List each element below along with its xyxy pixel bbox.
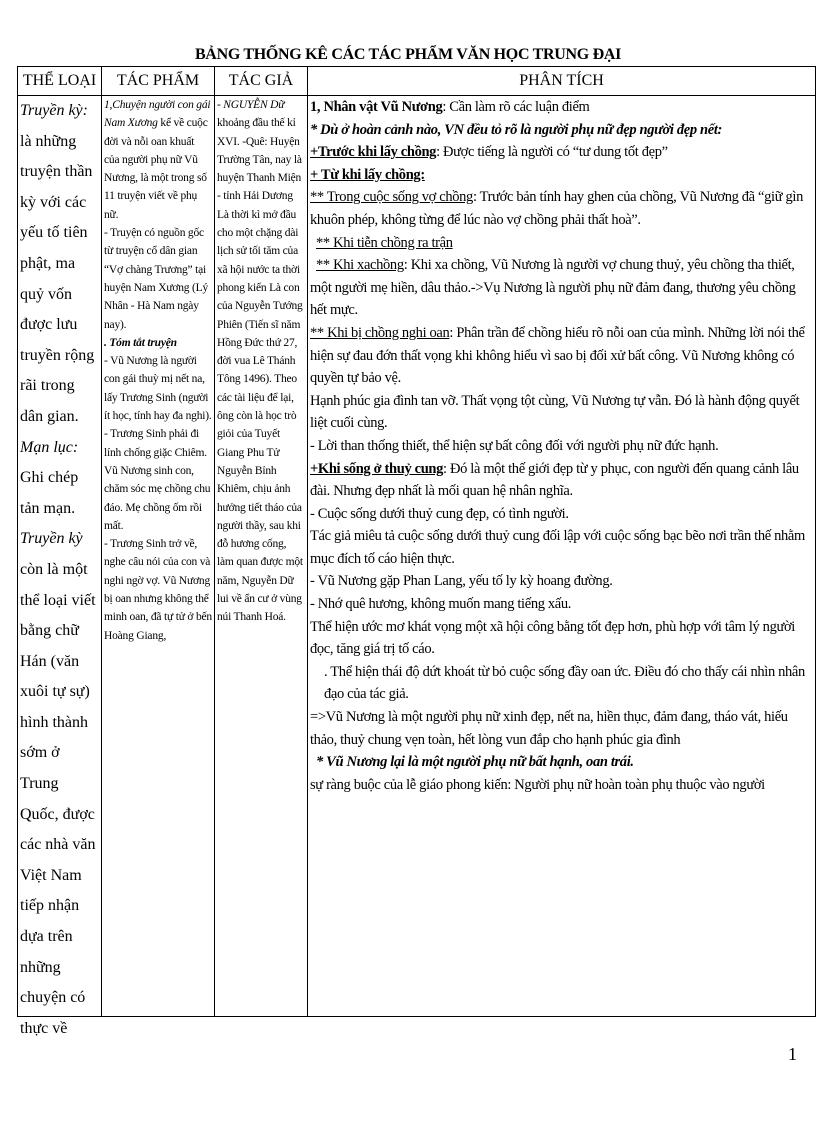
analysis-text: - Lời than thống thiết, thể hiện sự bất công đối với người phụ nữ đức hạnh. bbox=[310, 437, 719, 454]
analysis-cell bbox=[308, 96, 816, 1017]
analysis-subpoint-text: : Khi xa chồng, Vũ Nương là người vợ chung thuỷ, yêu chồng tha thiết, một người mẹ hiền, dâu thảo.->Vụ Nương là người phụ nữ đảm đang, thương yêu chồng hết mực. bbox=[310, 257, 796, 319]
literature-table bbox=[17, 66, 816, 1037]
work-origin: - Truyện có nguồn gốc từ truyện cổ dân gian “Vợ chàng Trương” tại huyện Nam Xương (Lý Nhân - Hà Nam ngày nay). bbox=[104, 227, 209, 331]
header-genre: THỂ LOẠI bbox=[18, 67, 102, 96]
table-header-row bbox=[18, 67, 816, 96]
analysis-text: Tác giả miêu tả cuộc sống dưới thuỷ cung đối lập với cuộc sống bạc bẽo nơi trần thế nhằm mục đích tố cáo hiện thực. bbox=[310, 528, 805, 567]
analysis-point-text: : Được tiếng là người có “tư dung tốt đẹp” bbox=[436, 144, 668, 161]
author-bio: khoảng đầu thế kỉ XVI. -Quê: Huyện Trường Tân, nay là huyện Thanh Miện - tỉnh Hải Dương bbox=[217, 117, 302, 203]
genre-term-truyen-ky-2: Truyền kỳ bbox=[20, 530, 83, 548]
analysis-subpoint-label: ** Trong cuộc sống vợ chồng bbox=[310, 189, 473, 206]
analysis-point-label: + Từ khi lấy chồng: bbox=[310, 166, 425, 183]
page-number: 1 bbox=[788, 1044, 797, 1064]
analysis-point-label: +Trước khi lấy chồng bbox=[310, 144, 437, 161]
analysis-subpoint-label: ** Khi bị chồng nghi oan bbox=[310, 324, 450, 341]
analysis-subpoint-text: : Phân trần để chồng hiểu rõ nỗi oan của mình. Những lời nói thể hiện sự đau đớn thất vọng khi không hiểu vì sao bị đối xử bất công. Vũ Nương không có quyền tự bảo vệ. bbox=[310, 324, 805, 387]
analysis-point-label: +Khi sống ở thuỷ cung bbox=[310, 460, 444, 477]
genre-definition: là những truyện thần kỳ với các yếu tố tiên phật, ma quỷ vốn được lưu truyền rộng rãi trong dân gian. bbox=[20, 132, 95, 425]
analysis-heading-note: : Cần làm rõ các luận điểm bbox=[442, 99, 590, 115]
work-cell bbox=[102, 96, 215, 1017]
analysis-text: Thể hiện ước mơ khát vọng một xã hội công bằng tốt đẹp hơn, phù hợp với tâm lý người đọc, tăng giá trị tố cáo. bbox=[310, 618, 795, 658]
table-row bbox=[18, 96, 816, 1017]
analysis-heading: 1, Nhân vật Vũ Nương bbox=[310, 99, 443, 115]
analysis-thesis-2: * Vũ Nương lại là một người phụ nữ bất hạnh, oan trái. bbox=[316, 754, 634, 771]
genre-term-truyen-ky: Truyền kỳ: bbox=[20, 102, 88, 119]
genre-term-man-luc: Mạn lục: bbox=[20, 438, 79, 456]
analysis-conclusion: =>Vũ Nương là một người phụ nữ xinh đẹp, nết na, hiền thục, đảm đang, tháo vát, hiếu thảo, thuỷ chung vẹn toàn, hết lòng vun đắp cho hạnh phúc gia đình bbox=[310, 709, 788, 748]
analysis-thesis: * Dù ở hoàn cảnh nào, VN đều tỏ rõ là người phụ nữ đẹp người đẹp nết: bbox=[310, 121, 722, 138]
genre-origin-text: còn là một thể loại viết bằng chữ Hán (văn xuôi tự sự) hình thành sớm ở Trung Quốc, được các nhà văn Việt Nam tiếp nhận dựa trên những chuyện có thực về bbox=[20, 560, 96, 1037]
work-intro: kể về cuộc đời và nỗi oan khuất của người phụ nữ Vũ Nương, là một trong số 11 truyện viết về phụ nữ. bbox=[104, 117, 208, 221]
analysis-text: - Nhớ quê hương, không muốn mang tiếng xấu. bbox=[310, 596, 572, 613]
author-name: - NGUYỄN Dữ bbox=[217, 99, 285, 111]
header-author: TÁC GIẢ bbox=[215, 67, 308, 96]
analysis-text: - Cuộc sống dưới thuỷ cung đẹp, có tình người. bbox=[310, 505, 569, 522]
summary-item: - Trương Sinh trở về, nghe câu nói của con và nghi ngờ vợ. Vũ Nương bị oan nhưng không thể minh oan, đã tự tử ở bến Hoàng Giang, bbox=[104, 538, 212, 642]
summary-heading: . Tóm tắt truyện bbox=[104, 336, 177, 349]
analysis-point-text: : Đó là một thế giới đẹp từ y phục, con người đến quang cảnh lâu đài. Nhưng đẹp nhất là mối quan hệ nhân nghĩa. bbox=[310, 460, 799, 500]
analysis-subpoint-text: : Trước bản tính hay ghen của chồng, Vũ Nương đã “giữ gìn khuôn phép, không từng để lúc nào vợ chồng phải thất hoà”. bbox=[310, 189, 803, 228]
genre-cell bbox=[18, 96, 102, 1037]
analysis-text: Hạnh phúc gia đình tan vỡ. Thất vọng tột cùng, Vũ Nương tự vẫn. Đó là hành động quyết liệt cuối cùng. bbox=[310, 392, 800, 432]
summary-item: - Trương Sinh phải đi lính chống giặc Chiêm. Vũ Nương sinh con, chăm sóc mẹ chồng chu đáo. Mẹ chồng ốm rồi mất. bbox=[104, 428, 211, 532]
work-title: 1,Chuyện người con gái Nam Xương bbox=[104, 99, 211, 130]
header-work: TÁC PHẨM bbox=[102, 67, 215, 96]
analysis-text: . Thể hiện thái độ dứt khoát từ bỏ cuộc sống đầy oan ức. Điều đó cho thấy cái nhìn nhân đạo của tác giả. bbox=[324, 663, 805, 703]
analysis-text: - Vũ Nương gặp Phan Lang, yếu tố ly kỳ hoang đường. bbox=[310, 573, 613, 590]
author-cell bbox=[215, 96, 308, 1017]
page-title: BẢNG THỐNG KÊ CÁC TÁC PHẨM VĂN HỌC TRUNG ĐẠI bbox=[194, 46, 622, 63]
analysis-subpoint-label: ** Khi tiễn chồng ra trận bbox=[316, 234, 453, 251]
header-analysis: PHÂN TÍCH bbox=[308, 67, 816, 96]
author-context: Là thời kì mở đầu cho một chặng dài lịch sử tối tăm của xã hội nước ta thời phong kiến Là con của Nguyễn Tướng Phiên (Tiến sĩ năm Hồng Đức thứ 27, đời vua Lê Thánh Tông 1496). Theo các tài liệu để lại, ông còn là học trò giỏi của Tuyết Giang Phu Tử Nguyễn Bỉnh Khiêm, chịu ảnh hưởng tiết tháo của người thầy, sau khi đỗ hương cống, làm quan được một năm, Nguyễn Dữ lui về ẩn cư ở vùng núi Thanh Hoá. bbox=[217, 208, 303, 624]
analysis-text: sự ràng buộc của lễ giáo phong kiến: Người phụ nữ hoàn toàn phụ thuộc vào người bbox=[310, 776, 765, 793]
genre-man-luc-definition: Ghi chép tản mạn. bbox=[20, 469, 79, 517]
summary-item: - Vũ Nương là người con gái thuỳ mị nết na, lấy Trương Sinh (người ít học, tính hay đa nghi). bbox=[104, 355, 212, 423]
analysis-subpoint-label: ** Khi xachồng bbox=[316, 257, 404, 274]
